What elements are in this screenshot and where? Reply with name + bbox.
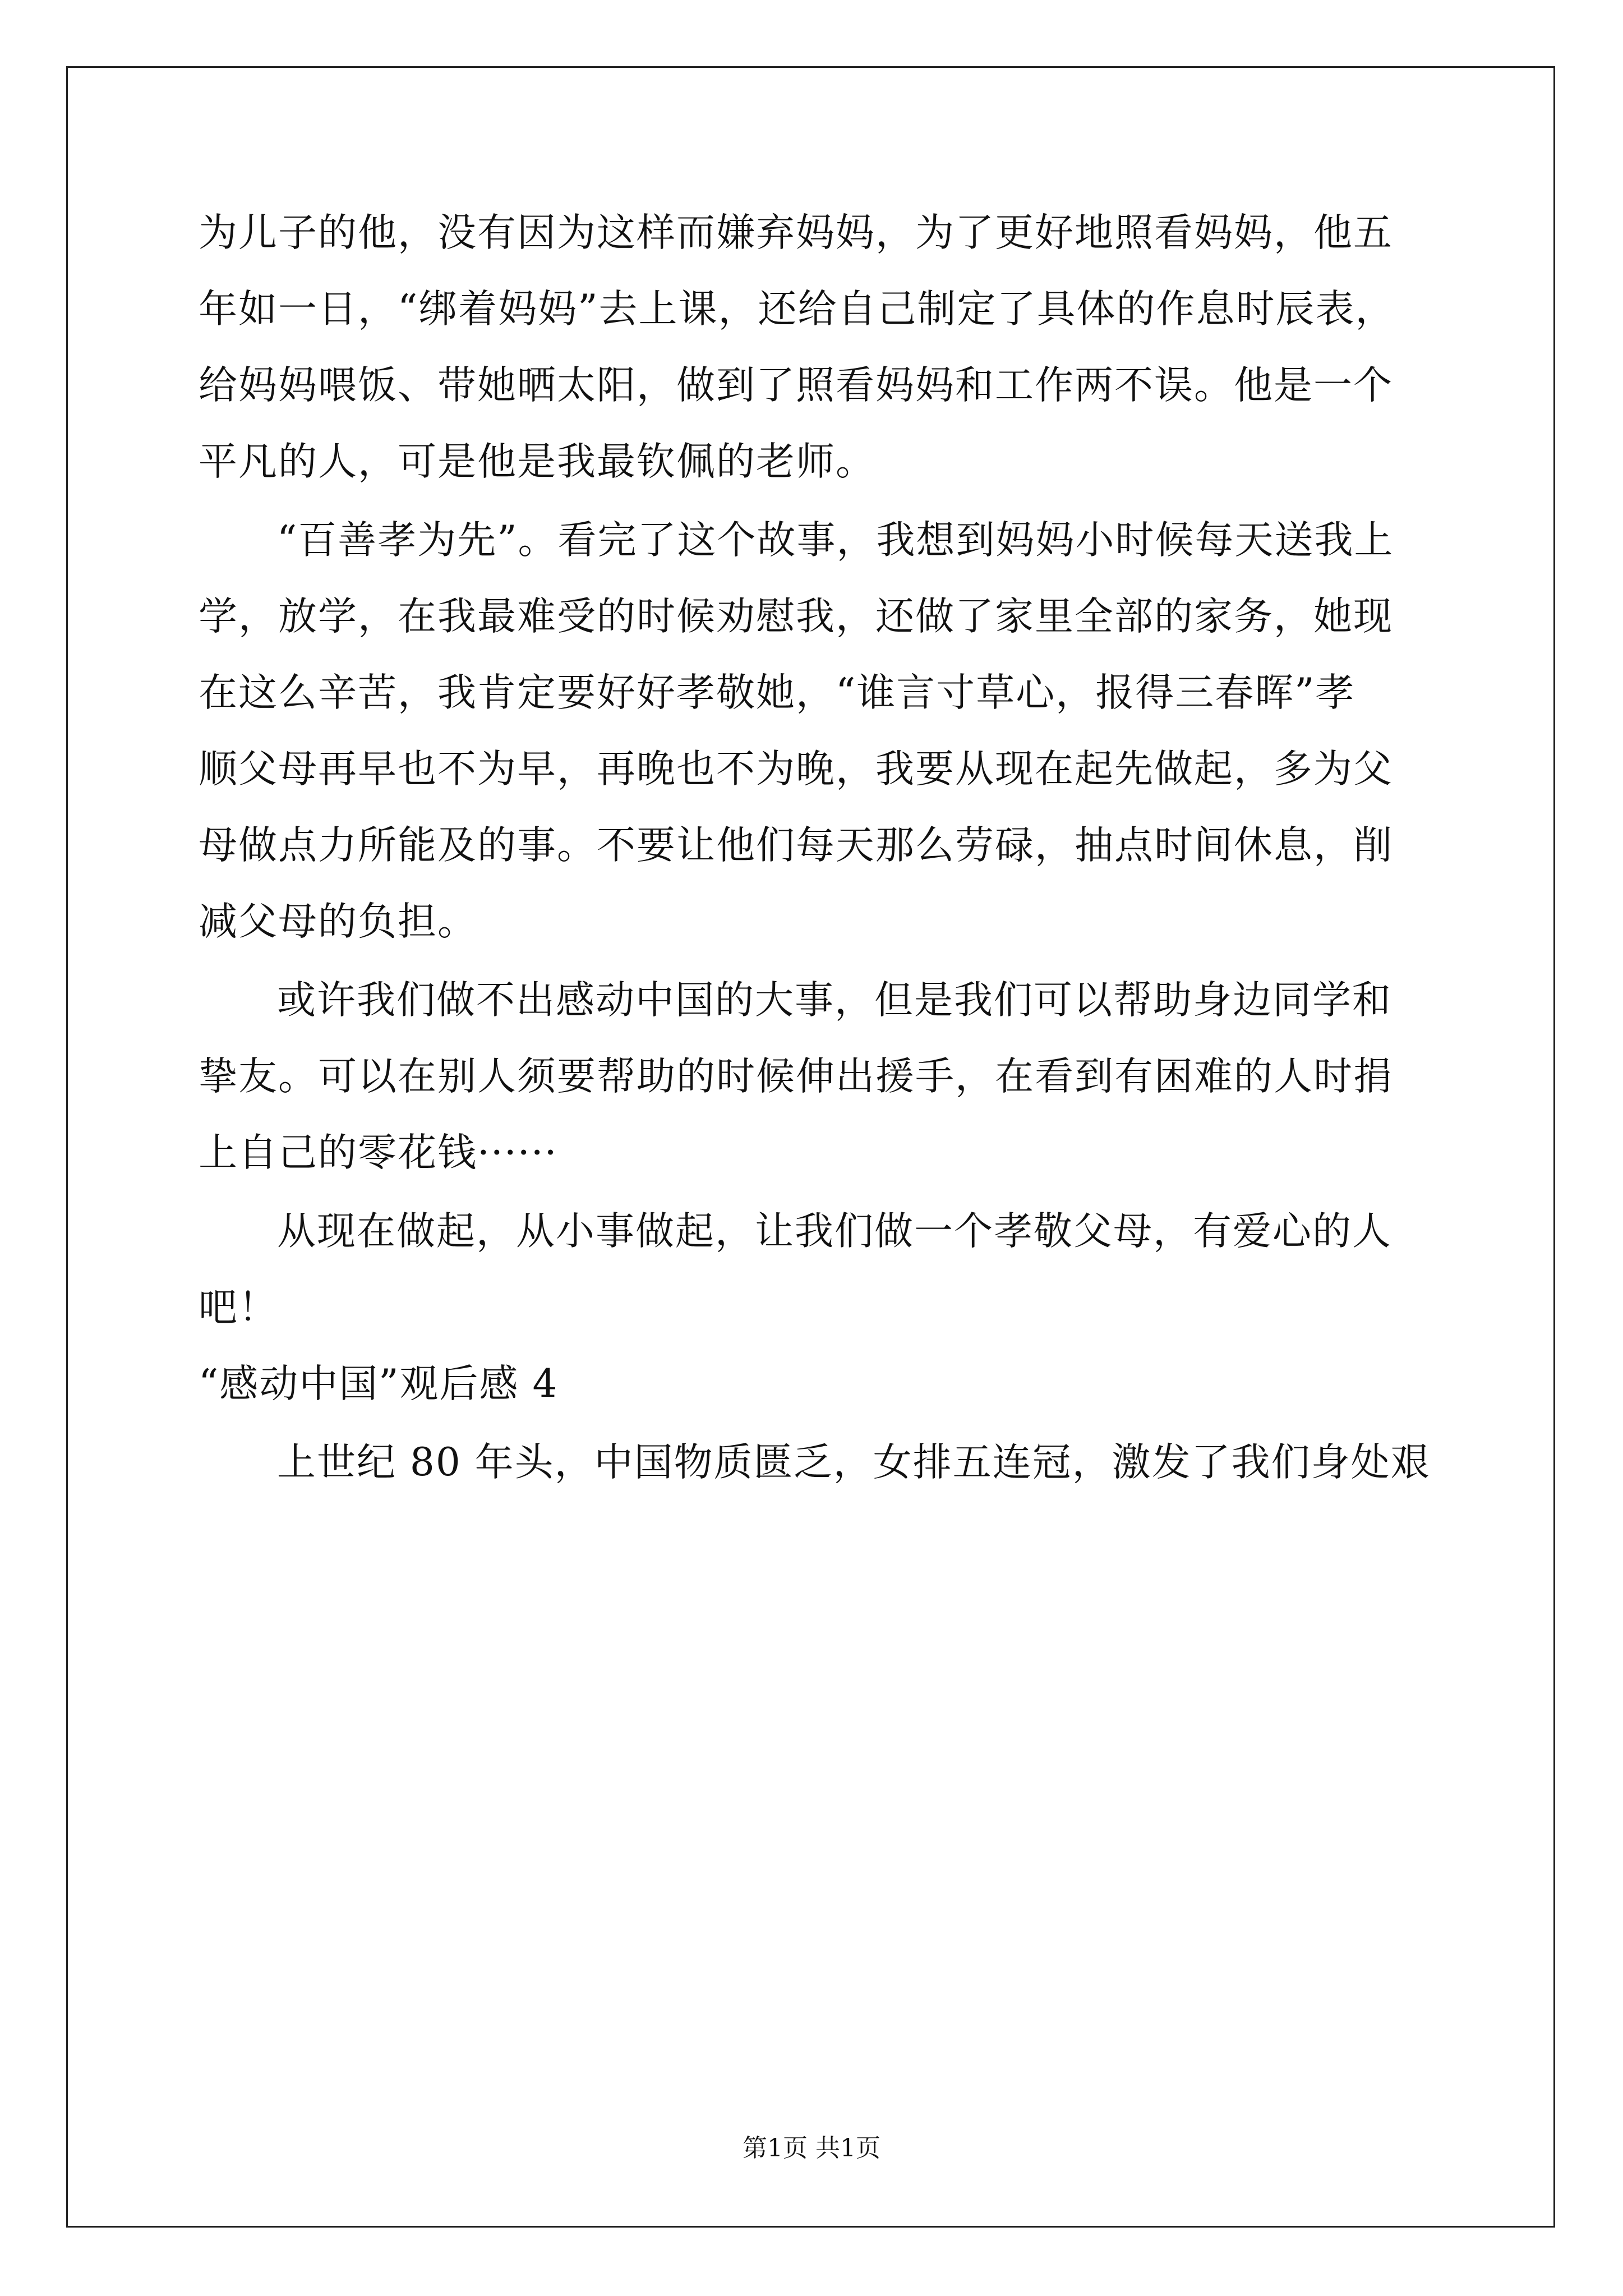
text-line-8: 顺父母再早也不为早，再晚也不为晚，我要从现在起先做起，多为父 xyxy=(199,747,1393,792)
text-line-12: 挚友。可以在别人须要帮助的时候伸出援手，在看到有困难的人时捐 xyxy=(199,1054,1393,1099)
text-line-15: 吧！ xyxy=(199,1285,278,1330)
text-line-1: 为儿子的他，没有因为这样而嫌弃妈妈，为了更好地照看妈妈，他五 xyxy=(199,210,1393,255)
text-line-6: 学，放学，在我最难受的时候劝慰我，还做了家里全部的家务，她现 xyxy=(199,594,1393,639)
text-line-7: 在这么辛苦，我肯定要好好孝敬她，“谁言寸草心，报得三春晖”孝 xyxy=(199,670,1355,715)
text-line-17: 上世纪 80 年头，中国物质匮乏，女排五连冠，激发了我们身处艰 xyxy=(277,1440,1431,1485)
text-line-9: 母做点力所能及的事。不要让他们每天那么劳碌，抽点时间休息，削 xyxy=(199,823,1393,868)
page-footer: 第1页 共1页 xyxy=(743,2134,880,2162)
text-line-4: 平凡的人，可是他是我最钦佩的老师。 xyxy=(199,439,875,484)
section-heading: “感动中国”观后感 4 xyxy=(199,1361,559,1406)
text-line-5: “百善孝为先”。看完了这个故事，我想到妈妈小时候每天送我上 xyxy=(277,518,1394,563)
text-line-2: 年如一日，“绑着妈妈”去上课，还给自己制定了具体的作息时辰表， xyxy=(199,287,1395,332)
text-line-10: 减父母的负担。 xyxy=(199,899,477,944)
text-line-14: 从现在做起，从小事做起，让我们做一个孝敬父母，有爱心的人 xyxy=(277,1209,1392,1254)
text-line-13: 上自己的零花钱······ xyxy=(199,1130,558,1175)
text-line-3: 给妈妈喂饭、带她晒太阳，做到了照看妈妈和工作两不误。他是一个 xyxy=(199,363,1393,408)
text-line-11: 或许我们做不出感动中国的大事，但是我们可以帮助身边同学和 xyxy=(277,978,1392,1023)
